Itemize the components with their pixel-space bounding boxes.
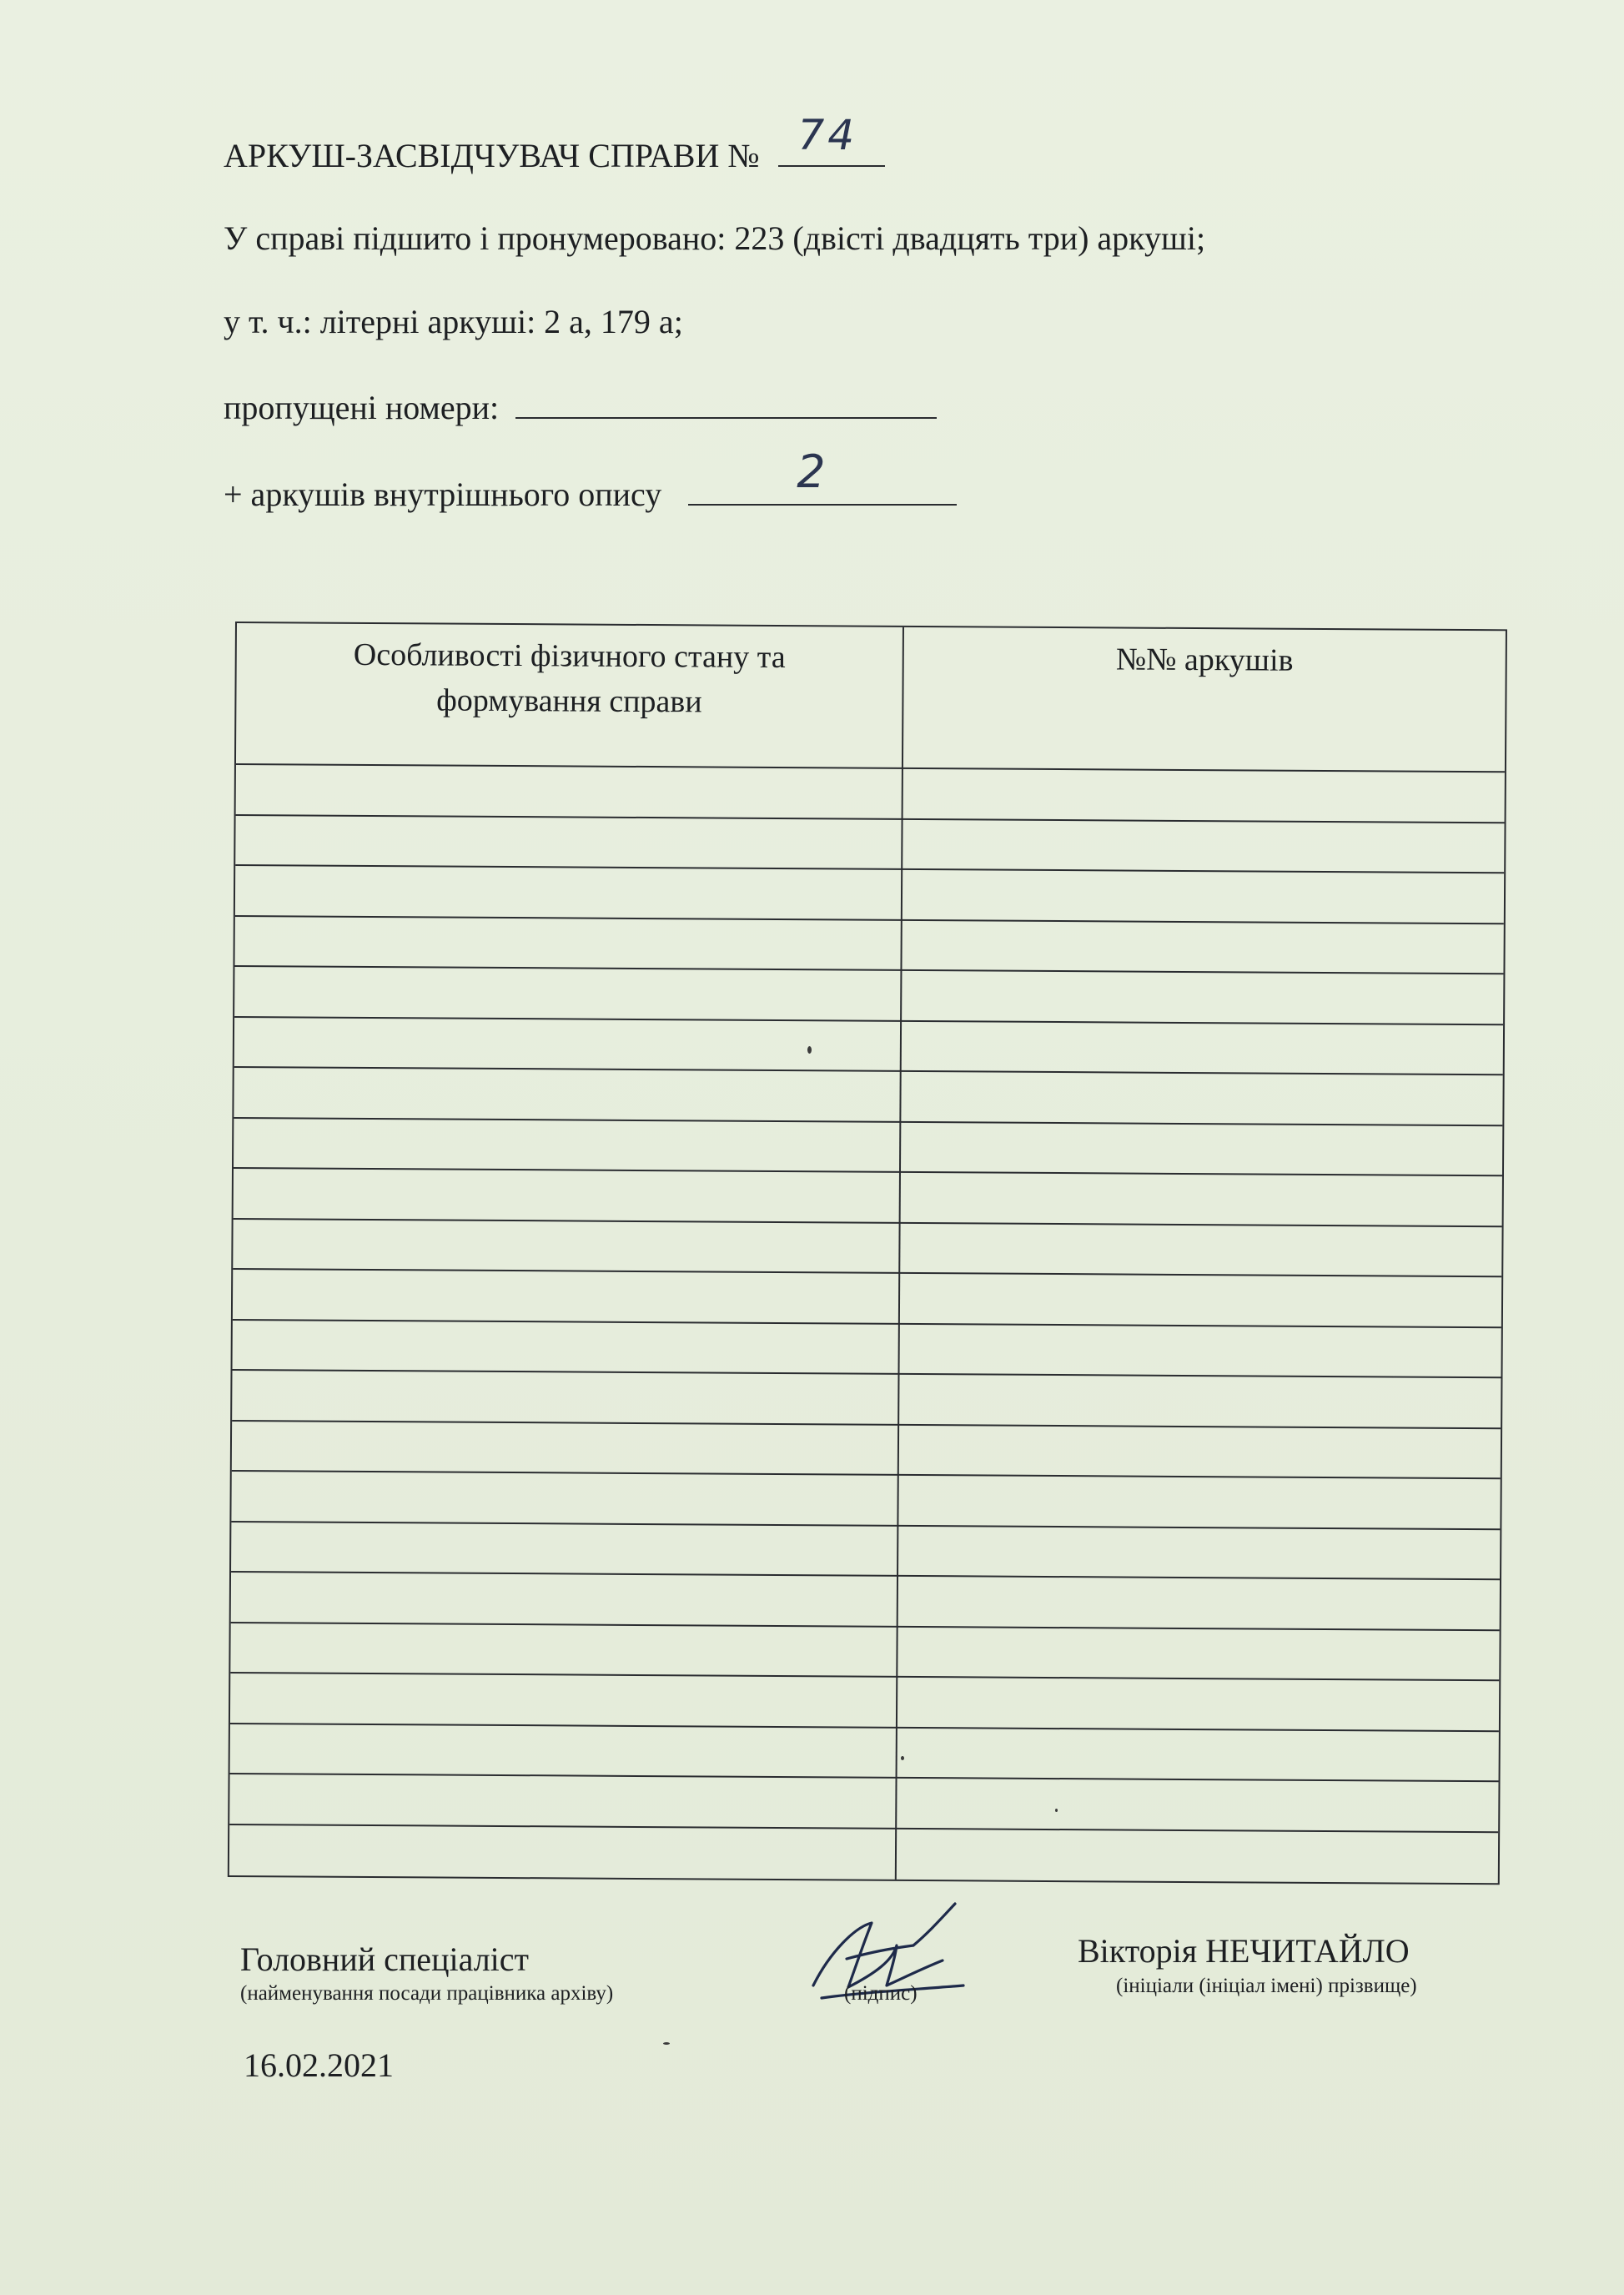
condition-cell — [232, 1421, 897, 1473]
condition-cell — [234, 967, 900, 1019]
condition-cell — [232, 1371, 897, 1423]
table-row — [234, 1066, 1502, 1125]
paper-speck — [1055, 1809, 1058, 1812]
column-header-condition-text: Особливості фізичного стану та формування справи — [353, 637, 786, 720]
document-title — [224, 111, 885, 176]
sheets-cell — [903, 819, 1504, 872]
sheets-cell — [901, 1072, 1502, 1125]
table-row — [234, 965, 1503, 1024]
sheets-cell — [901, 1173, 1502, 1226]
title-label: АРКУШ-ЗАСВІДЧУВАЧ СПРАВИ № — [224, 137, 760, 174]
table-row — [229, 1773, 1498, 1831]
column-header-condition — [236, 623, 903, 768]
condition-cell — [233, 1219, 898, 1271]
sheets-cell — [902, 971, 1503, 1024]
table-row — [234, 915, 1503, 974]
table-row — [233, 1318, 1501, 1376]
condition-cell — [230, 1724, 896, 1776]
condition-cell — [230, 1623, 896, 1675]
table-body — [229, 763, 1505, 1883]
document-date: 16.02.2021 — [244, 2046, 394, 2084]
table-row — [233, 1217, 1501, 1276]
internal-inventory-label: + аркушів внутрішнього опису — [224, 476, 662, 513]
table-row — [234, 1117, 1502, 1175]
condition-cell — [234, 917, 900, 969]
condition-cell — [234, 1018, 900, 1070]
table-row — [234, 1016, 1503, 1075]
signer-name-caption: (ініціали (ініціал імені) прізвище) — [1116, 1975, 1417, 1997]
case-number-field — [778, 111, 885, 167]
condition-cell — [229, 1824, 895, 1877]
table-row — [231, 1470, 1500, 1528]
condition-table — [228, 622, 1507, 1885]
condition-cell — [234, 1119, 899, 1171]
sheets-cell — [897, 1678, 1499, 1730]
sheets-cell — [897, 1627, 1499, 1679]
sheets-cell — [902, 920, 1503, 973]
table-row — [235, 814, 1504, 873]
sheets-cell — [898, 1577, 1500, 1629]
table-row — [229, 1823, 1498, 1881]
condition-cell — [229, 1774, 895, 1827]
condition-cell — [233, 1320, 898, 1372]
sheets-cell — [898, 1526, 1500, 1578]
paper-speck — [663, 2042, 670, 2045]
sheets-cell — [899, 1425, 1501, 1477]
table-row — [233, 1268, 1501, 1326]
column-header-sheets — [903, 627, 1506, 771]
sheets-cell — [902, 1021, 1503, 1074]
position-title: Головний спеціаліст — [240, 1940, 529, 1978]
missing-numbers-line — [224, 384, 937, 428]
table-row — [234, 1167, 1502, 1226]
condition-cell — [234, 1169, 899, 1221]
sheets-cell — [903, 870, 1504, 923]
condition-cell — [231, 1472, 897, 1524]
sheets-cell — [900, 1223, 1501, 1276]
missing-numbers-field — [515, 384, 937, 419]
table-row — [235, 864, 1504, 923]
sheets-cell — [899, 1375, 1501, 1427]
condition-cell — [231, 1522, 897, 1574]
table-row — [231, 1520, 1500, 1578]
condition-cell — [236, 765, 902, 818]
table-row — [230, 1672, 1499, 1730]
position-caption: (найменування посади працівника архіву) — [240, 1982, 614, 2005]
table-row — [231, 1571, 1500, 1629]
signature-caption: (підпис) — [844, 1982, 918, 2005]
table-row — [232, 1369, 1501, 1427]
condition-cell — [230, 1673, 896, 1726]
condition-cell — [235, 816, 901, 868]
case-number-handwritten: 74 — [797, 111, 858, 159]
letter-sheets-line: у т. ч.: літерні аркуші: 2 а, 179 а; — [224, 303, 683, 340]
missing-numbers-label: пропущені номери: — [224, 389, 500, 426]
sheets-cell — [897, 1829, 1498, 1881]
column-header-sheets-text: №№ аркушів — [1115, 642, 1294, 678]
sheets-cell — [901, 1122, 1502, 1175]
sheets-cell — [897, 1779, 1498, 1831]
condition-cell — [231, 1573, 897, 1625]
condition-cell — [235, 866, 901, 919]
sheets-cell — [900, 1274, 1501, 1326]
condition-cell — [234, 1068, 899, 1120]
condition-cell — [233, 1270, 898, 1322]
paper-speck — [807, 1046, 812, 1054]
table-row — [230, 1621, 1499, 1679]
table-row — [232, 1419, 1501, 1477]
table-row — [230, 1722, 1499, 1780]
sheets-cell — [897, 1728, 1499, 1780]
table-row — [236, 763, 1505, 822]
sheets-cell — [900, 1324, 1501, 1376]
signer-name: Вікторія НЕЧИТАЙЛО — [1078, 1932, 1410, 1970]
sheet-count-line: У справі підшито і пронумеровано: 223 (двісті двадцять три) аркуші; — [224, 219, 1206, 257]
paper-speck — [901, 1756, 904, 1760]
sheets-cell — [898, 1476, 1500, 1528]
sheets-cell — [903, 769, 1505, 822]
internal-inventory-handwritten: 2 — [797, 445, 826, 498]
internal-inventory-field — [688, 445, 957, 506]
internal-inventory-line — [224, 445, 957, 515]
